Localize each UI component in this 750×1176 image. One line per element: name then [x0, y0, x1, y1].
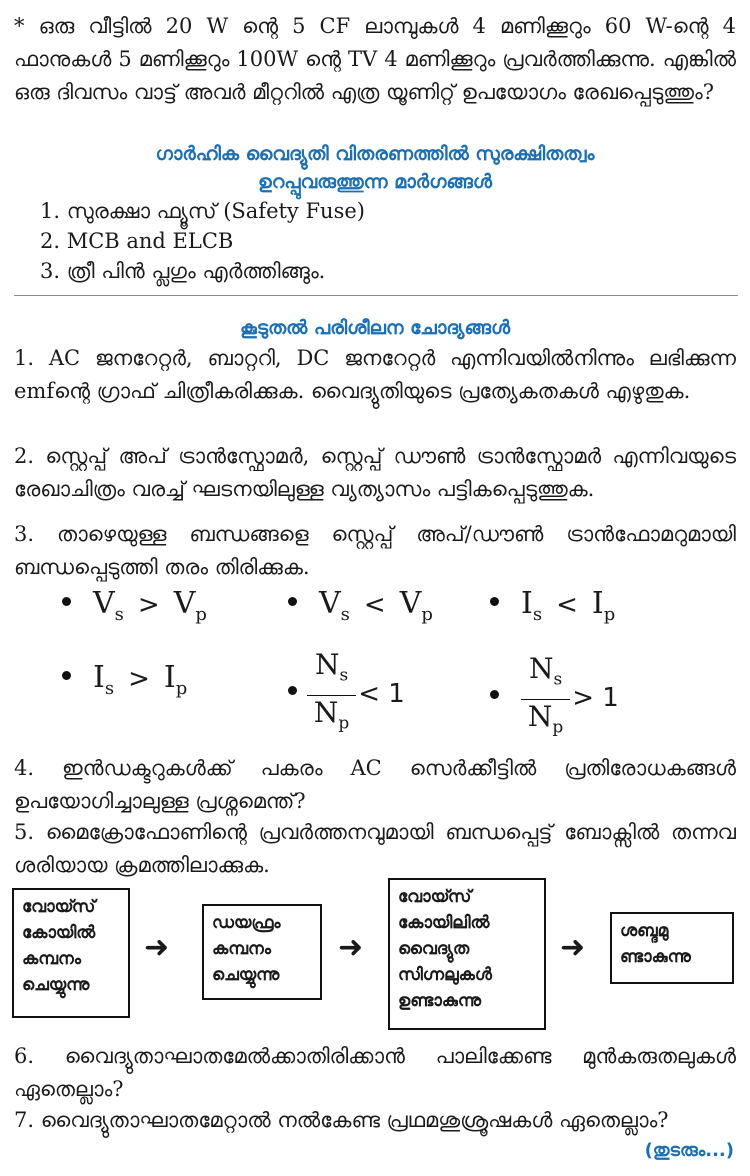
sequence-box-diaphragm-vibrates: ഡയഫ്രം കമ്പനം ചെയ്യുന്നു	[202, 904, 322, 1000]
arrow-right-icon: ➜	[144, 930, 170, 965]
relation-vs-lt-vp: $V_s < V_p$	[288, 586, 433, 625]
relation-ns-np-gt-1: $\frac{N_s}{N_p}$ > 1	[490, 652, 619, 744]
arrow-right-icon: ➜	[338, 930, 364, 965]
bullet-icon	[288, 686, 297, 695]
sequence-box-sound-produced: ശബ്ദമു ണ്ടാകുന്നു	[610, 912, 734, 984]
question-6: 6. വൈദ്യുതാഘാതമേൽക്കാതിരിക്കാൻ പാലിക്കേണ്ട മുൻകരുതലുകൾ ഏതെല്ലാം?	[14, 1044, 736, 1101]
question-4: 4. ഇൻഡക്ടറുകൾക്ക് പകരം AC സെർക്കീട്ടിൽ പ്രതിരോധകങ്ങൾ ഉപയോഗിച്ചാലുള്ള പ്രശ്നമെന്ത്?	[14, 756, 736, 813]
safety-item-2: 2. MCB and ELCB	[40, 229, 234, 253]
safety-heading-line1: ഗാർഹിക വൈദ്യുതി വിതരണത്തിൽ സുരക്ഷിതത്വം	[155, 143, 595, 165]
arrow-right-icon: ➜	[560, 930, 586, 965]
question-3: 3. താഴെയുള്ള ബന്ധങ്ങളെ സ്റ്റെപ്പ് അപ്/ഡൗൺ ട്രാൻഫോമറുമായി ബന്ധപ്പെടുത്തി തരം തിരിക്കുക.	[14, 522, 736, 579]
safety-item-3: 3. ത്രീ പിൻ പ്ലഗും എർത്തിങ്ങും.	[40, 259, 326, 283]
question-7: 7. വൈദ്യുതാഘാതമേറ്റാൽ നൽകേണ്ട പ്രഥമശുശ്രൂഷകൾ ഏതെല്ലാം?	[14, 1108, 669, 1132]
continued-label: (തുടരും...)	[644, 1140, 734, 1161]
bullet-icon	[62, 671, 71, 680]
practice-heading: കൂടുതൽ പരിശീലന ചോദ്യങ്ങൾ	[239, 317, 511, 339]
relation-is-gt-ip: $I_s > I_p$	[62, 660, 187, 699]
relation-vs-gt-vp: $V_s > V_p$	[62, 586, 207, 625]
safety-item-1: 1. സുരക്ഷാ ഫ്യൂസ് (Safety Fuse)	[40, 199, 365, 223]
bullet-icon	[490, 597, 499, 606]
sequence-box-voice-coil-vibrates: വോയ്സ് കോയിൽ കമ്പനം ചെയ്യുന്നു	[12, 888, 130, 1018]
section-divider	[14, 295, 738, 296]
question-2: 2. സ്റ്റെപ്പ് അപ് ട്രാൻസ്ഫോമർ, സ്റ്റെപ്പ് ഡൗൺ ട്രാൻസ്ഫോമർ എന്നിവയുടെ രേഖാചിത്രം വരച്ച് ഘടനയിലുള്ള വ്യത്യാസം പട്ടികപ്പെടുത്തുക.	[14, 444, 736, 501]
bullet-icon	[62, 597, 71, 606]
sequence-box-electric-signals: വോയ്സ് കോയിലിൽ വൈദ്യുത സിഗ്നലുകൾ ഉണ്ടാകുന്നു	[388, 878, 546, 1030]
bullet-icon	[288, 597, 297, 606]
relation-is-lt-ip: $I_s < I_p$	[490, 586, 615, 625]
safety-heading-line2: ഉറപ്പുവരുത്തുന്ന മാർഗങ്ങൾ	[258, 171, 492, 193]
question-5: 5. മൈക്രോഫോണിന്റെ പ്രവർത്തനവുമായി ബന്ധപ്പെട്ട് ബോക്സിൽ തന്നവ ശരിയായ ക്രമത്തിലാക്കുക.	[14, 820, 736, 877]
bullet-icon	[490, 690, 499, 699]
energy-problem-text: * ഒരു വീട്ടിൽ 20 W ന്റെ 5 CF ലാമ്പുകൾ 4 മണിക്കൂറും 60 W-ന്റെ 4 ഫാനുകൾ 5 മണിക്കൂറും 100W ന്റെ TV 4 മണിക്കൂറും പ്രവർത്തിക്കുന്നു. എങ്കിൽ ഒരു ദിവസം വാട്ട് അവർ മീറ്ററിൽ എത്ര യൂണിറ്റ് ഉപയോഗം രേഖപ്പെടുത്തും?	[14, 14, 736, 104]
question-1: 1. AC ജനറേറ്റർ, ബാറ്ററി, DC ജനറേറ്റർ എന്നിവയിൽനിന്നും ലഭിക്കുന്ന emfന്റെ ഗ്രാഫ് ചിത്രീകരിക്കുക. വൈദ്യുതിയുടെ പ്രത്യേകതകൾ എഴുതുക.	[14, 346, 736, 403]
relation-ns-np-lt-1: $\frac{N_s}{N_p}$ < 1	[288, 648, 405, 740]
